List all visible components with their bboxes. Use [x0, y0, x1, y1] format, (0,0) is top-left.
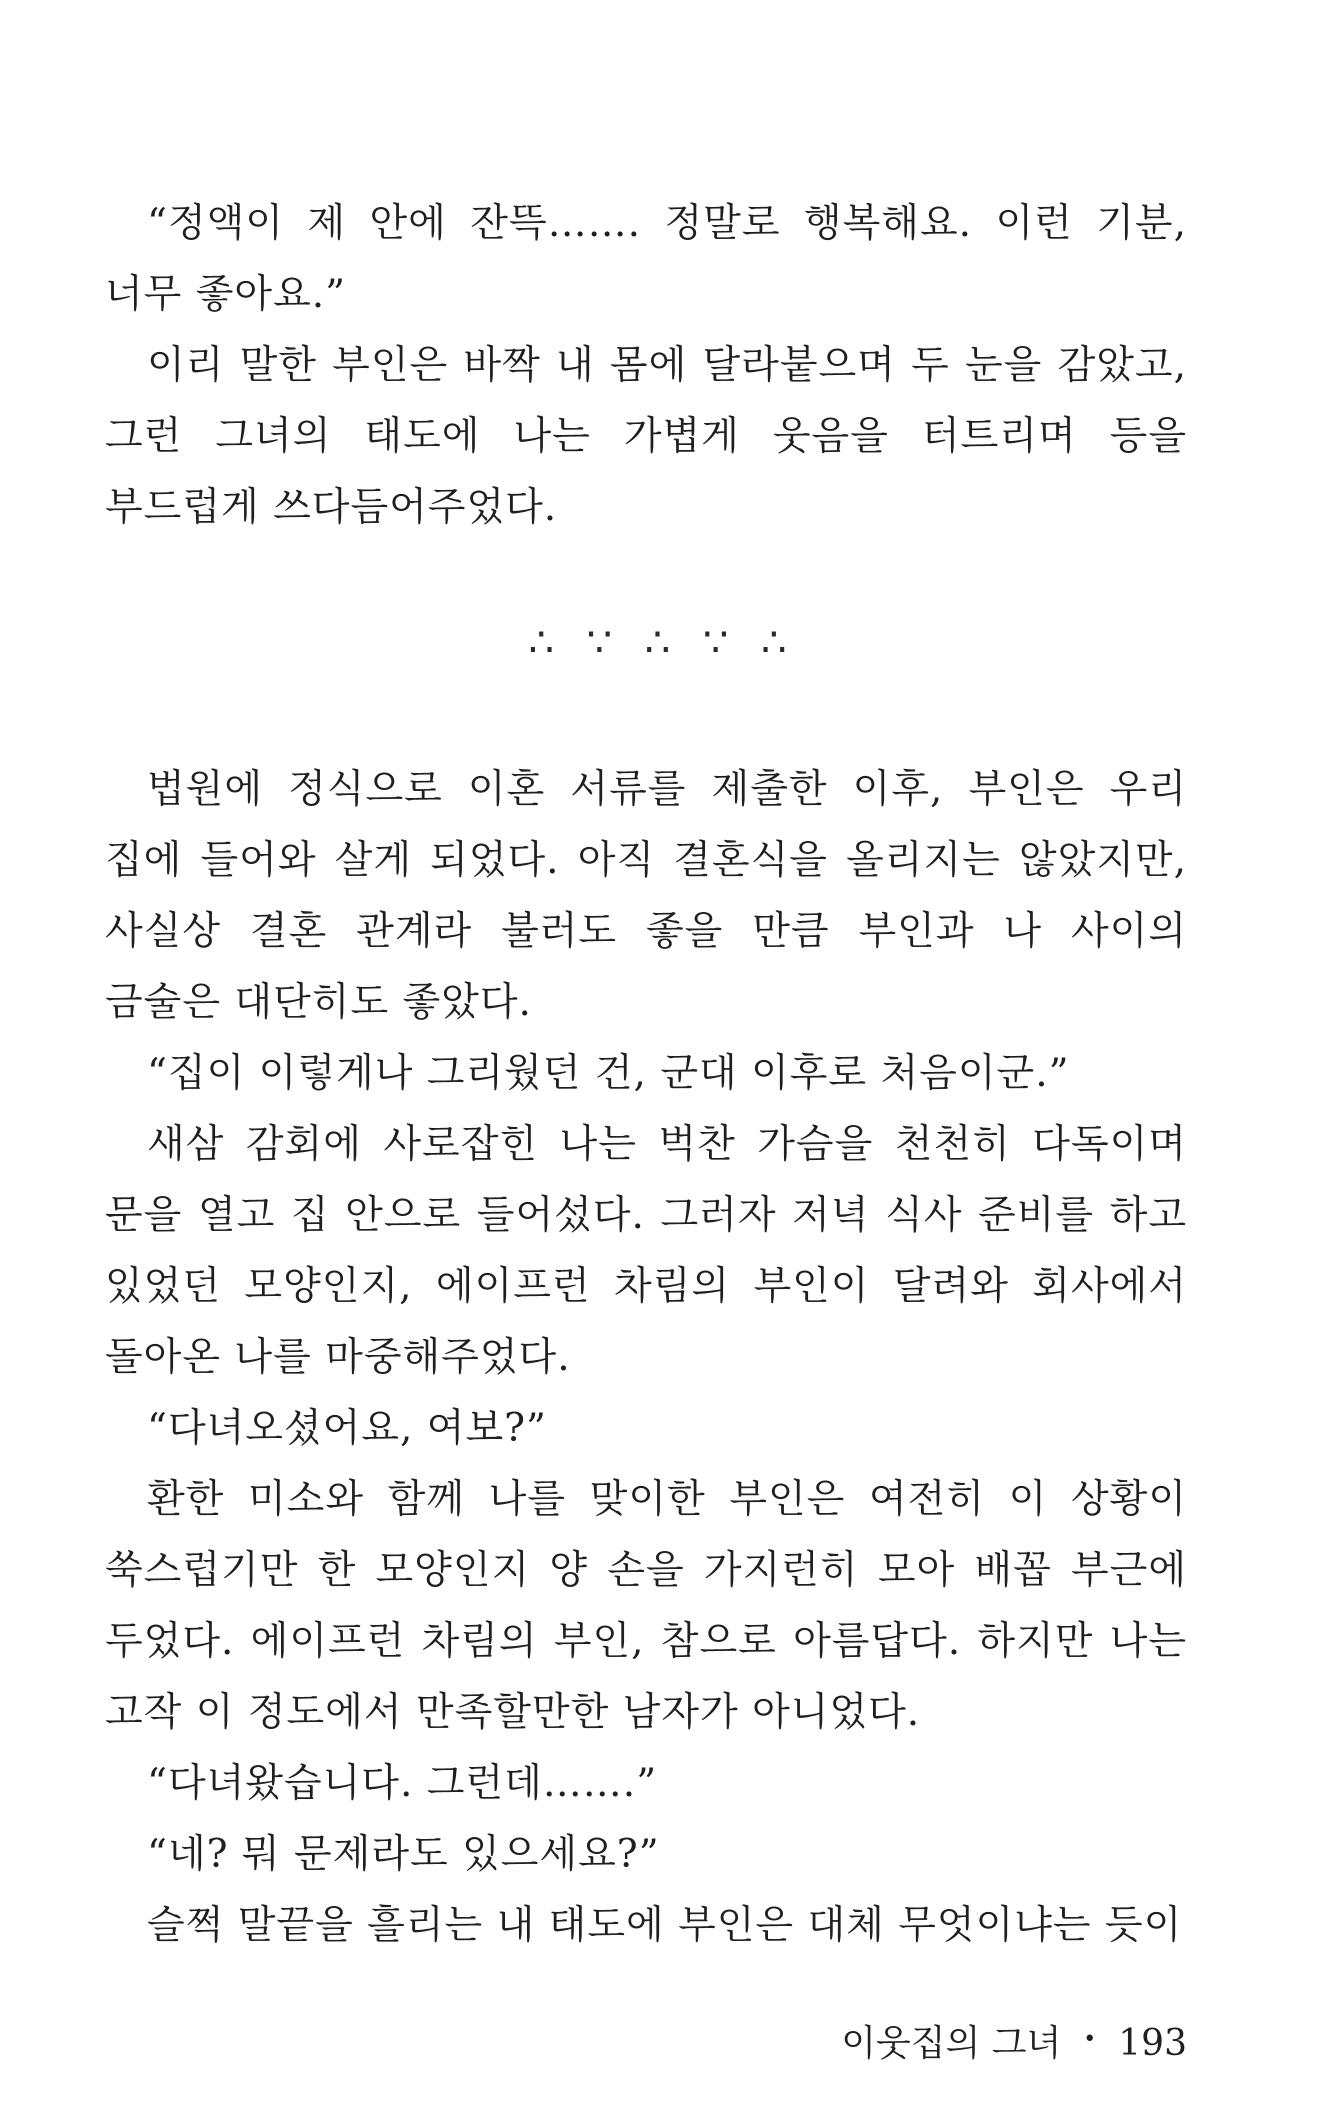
paragraph: “집이 이렇게나 그리웠던 건, 군대 이후로 처음이군.”	[147, 1051, 1070, 1096]
text-block-top	[105, 188, 1187, 543]
paragraph: 슬쩍 말끝을 흘리는 내 태도에 부인은 대체 무엇이냐는 듯이	[147, 1903, 1183, 1948]
running-title: 이웃집의 그녀	[841, 2023, 1062, 2064]
paragraph: “다녀오셨어요, 여보?”	[147, 1406, 547, 1451]
paragraph: “정액이 제 안에 잔뜩……. 정말로 행복해요. 이런 기분, 너무 좋아요.”	[105, 201, 1187, 317]
paragraph: 법원에 정식으로 이혼 서류를 제출한 이후, 부인은 우리 집에 들어와 살게 되었다. 아직 결혼식을 올리지는 않았지만, 사실상 결혼 관계라 불러도 좋을 만큼 부인과 나 사이의 금술은 대단히도 좋았다.	[105, 767, 1187, 1025]
bullet-separator: •	[1083, 2027, 1097, 2052]
paragraph: 환한 미소와 함께 나를 맞이한 부인은 여전히 이 상황이 쑥스럽기만 한 모양인지 양 손을 가지런히 모아 배꼽 부근에 두었다. 에이프런 차림의 부인, 참으로 아름답다. 하지만 나는 고작 이 정도에서 만족할만한 남자가 아니었다.	[105, 1477, 1187, 1735]
paragraph: 이리 말한 부인은 바짝 내 몸에 달라붙으며 두 눈을 감았고, 그런 그녀의 태도에 나는 가볍게 웃음을 터트리며 등을 부드럽게 쓰다듬어주었다.	[105, 343, 1187, 530]
paragraph: “네? 뭐 문제라도 있으세요?”	[147, 1832, 660, 1877]
section-separator: ∴ ∵ ∴ ∵ ∴	[528, 620, 797, 666]
paragraph: 새삼 감회에 사로잡힌 나는 벅찬 가슴을 천천히 다독이며 문을 열고 집 안으로 들어섰다. 그러자 저녁 식사 준비를 하고 있었던 모양인지, 에이프런 차림의 부인이 달려와 회사에서 돌아온 나를 마중해주었다.	[105, 1122, 1187, 1380]
paragraph: “다녀왔습니다. 그런데…….”	[147, 1761, 658, 1806]
page-number: 193	[1118, 2023, 1187, 2064]
page-footer	[841, 2020, 1187, 2070]
text-block-main	[105, 754, 1187, 1961]
